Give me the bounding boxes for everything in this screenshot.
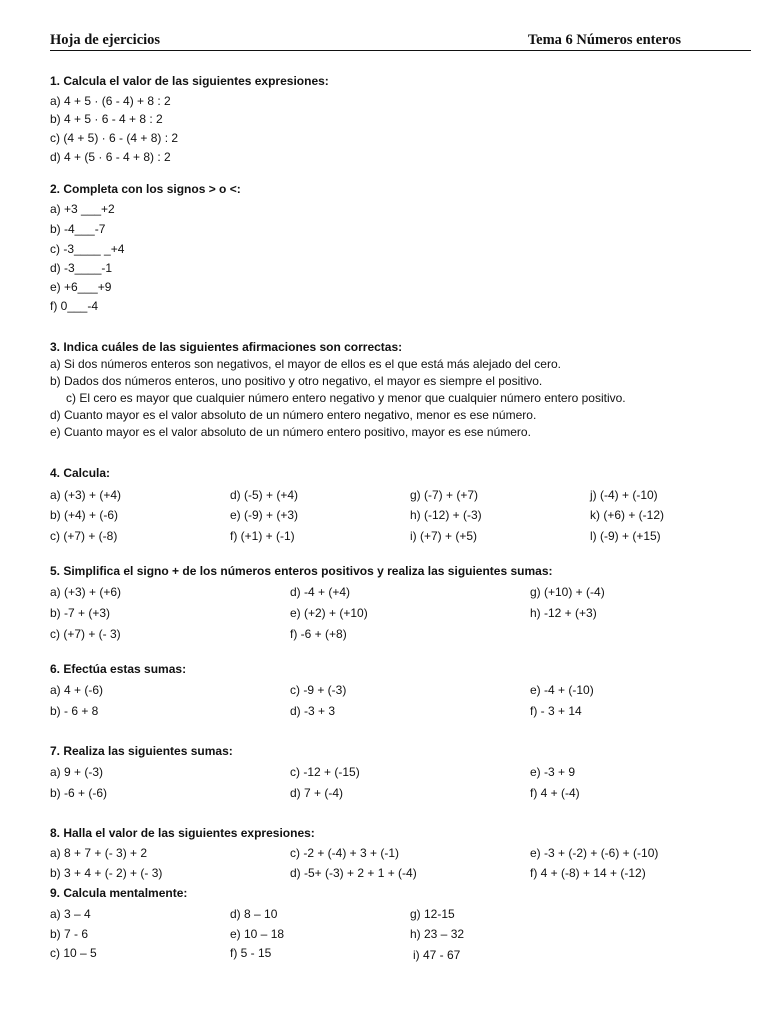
exercise-7-item: f) 4 + (-4) [530,786,580,800]
exercise-9-title: 9. Calcula mentalmente: [50,886,188,900]
exercise-8-item: f) 4 + (-8) + 14 + (-12) [530,866,646,880]
exercise-5-item: a) (+3) + (+6) [50,585,122,599]
exercise-8-item: a) 8 + 7 + (- 3) + 2 [50,846,148,860]
exercise-9-item: a) 3 – 4 [50,907,91,921]
exercise-9-item: c) 10 – 5 [50,946,97,960]
exercise-9-item: f) 5 - 15 [230,946,272,960]
exercise-1-item: d) 4 + (5 · 6 - 4 + 8) : 2 [50,150,171,164]
exercise-5-item: d) -4 + (+4) [290,585,351,599]
exercise-7-item: b) -6 + (-6) [50,786,108,800]
exercise-4-item: f) (+1) + (-1) [230,529,295,543]
exercise-4-title: 4. Calcula: [50,466,111,480]
header-right-title: Tema 6 Números enteros [527,32,681,48]
exercise-4-item: e) (-9) + (+3) [230,508,299,522]
exercise-5-item: h) -12 + (+3) [530,606,597,620]
exercise-4-item: c) (+7) + (-8) [50,529,118,543]
exercise-6-item: c) -9 + (-3) [290,683,347,697]
exercise-4-item: h) (-12) + (-3) [410,508,482,522]
exercise-6-item: f) - 3 + 14 [530,704,582,718]
exercise-3-item: d) Cuanto mayor es el valor absoluto de un número entero negativo, menor es ese número. [50,408,537,422]
exercise-7-item: c) -12 + (-15) [290,765,360,779]
exercise-2-item: d) -3____-1 [50,261,113,275]
exercise-9-item: b) 7 - 6 [50,927,89,941]
exercise-9-item: e) 10 – 18 [230,927,285,941]
exercise-9-item: h) 23 – 32 [410,927,465,941]
exercise-5-item: f) -6 + (+8) [290,627,347,641]
exercise-9-item: d) 8 – 10 [230,907,278,921]
exercise-3-item: c) El cero es mayor que cualquier número entero negativo y menor que cualquier número entero positivo. [66,391,626,405]
exercise-4-item: d) (-5) + (+4) [230,488,299,502]
exercise-1-title: 1. Calcula el valor de las siguientes expresiones: [50,74,329,88]
exercise-6-item: e) -4 + (-10) [530,683,594,697]
exercise-2-item: a) +3 ___+2 [50,202,115,216]
exercise-4-item: i) (+7) + (+5) [410,529,478,543]
exercise-6-item: b) - 6 + 8 [50,704,99,718]
exercise-7-item: a) 9 + (-3) [50,765,104,779]
exercise-6-title: 6. Efectúa estas sumas: [50,662,187,676]
exercise-7-item: e) -3 + 9 [530,765,576,779]
exercise-9-item: g) 12-15 [410,907,455,921]
exercise-7-item: d) 7 + (-4) [290,786,344,800]
exercise-3-item: e) Cuanto mayor es el valor absoluto de un número entero positivo, mayor es ese número. [50,425,531,439]
exercise-1-item: a) 4 + 5 · (6 - 4) + 8 : 2 [50,94,171,108]
exercise-2-item: c) -3____ _+4 [50,242,125,256]
exercise-5-item: c) (+7) + (- 3) [50,627,121,641]
exercise-8-item: d) -5+ (-3) + 2 + 1 + (-4) [290,866,417,880]
exercise-4-item: k) (+6) + (-12) [590,508,665,522]
exercise-4-item: b) (+4) + (-6) [50,508,119,522]
exercise-3-item: b) Dados dos números enteros, uno positivo y otro negativo, el mayor es siempre el positivo. [50,374,543,388]
exercise-4-item: l) (-9) + (+15) [590,529,661,543]
exercise-6-item: a) 4 + (-6) [50,683,104,697]
exercise-4-item: a) (+3) + (+4) [50,488,122,502]
exercise-2-title: 2. Completa con los signos > o <: [50,182,241,196]
exercise-8-item: c) -2 + (-4) + 3 + (-1) [290,846,400,860]
exercise-8-item: b) 3 + 4 + (- 2) + (- 3) [50,866,163,880]
exercise-4-item: g) (-7) + (+7) [410,488,479,502]
exercise-6-item: d) -3 + 3 [290,704,336,718]
exercise-3-item: a) Si dos números enteros son negativos, el mayor de ellos es el que está más alejado del cero. [50,357,561,371]
exercise-5-item: g) (+10) + (-4) [530,585,605,599]
exercise-5-item: b) -7 + (+3) [50,606,111,620]
exercise-1-item: c) (4 + 5) · 6 - (4 + 8) : 2 [50,131,179,145]
exercise-5-title: 5. Simplifica el signo + de los números enteros positivos y realiza las siguientes sumas: [50,564,553,578]
exercise-4-item: j) (-4) + (-10) [590,488,658,502]
exercise-2-item: b) -4___-7 [50,222,106,236]
exercise-9-item: i) 47 - 67 [413,948,461,962]
exercise-8-item: e) -3 + (-2) + (-6) + (-10) [530,846,659,860]
exercise-3-title: 3. Indica cuáles de las siguientes afirmaciones son correctas: [50,340,403,354]
exercise-2-item: e) +6___+9 [50,280,112,294]
page-header [50,32,751,51]
exercise-1-item: b) 4 + 5 · 6 - 4 + 8 : 2 [50,112,163,126]
header-left-title: Hoja de ejercicios [50,32,161,48]
exercise-5-item: e) (+2) + (+10) [290,606,368,620]
exercise-2-item: f) 0___-4 [50,299,99,313]
exercise-8-title: 8. Halla el valor de las siguientes expresiones: [50,826,315,840]
exercise-7-title: 7. Realiza las siguientes sumas: [50,744,233,758]
